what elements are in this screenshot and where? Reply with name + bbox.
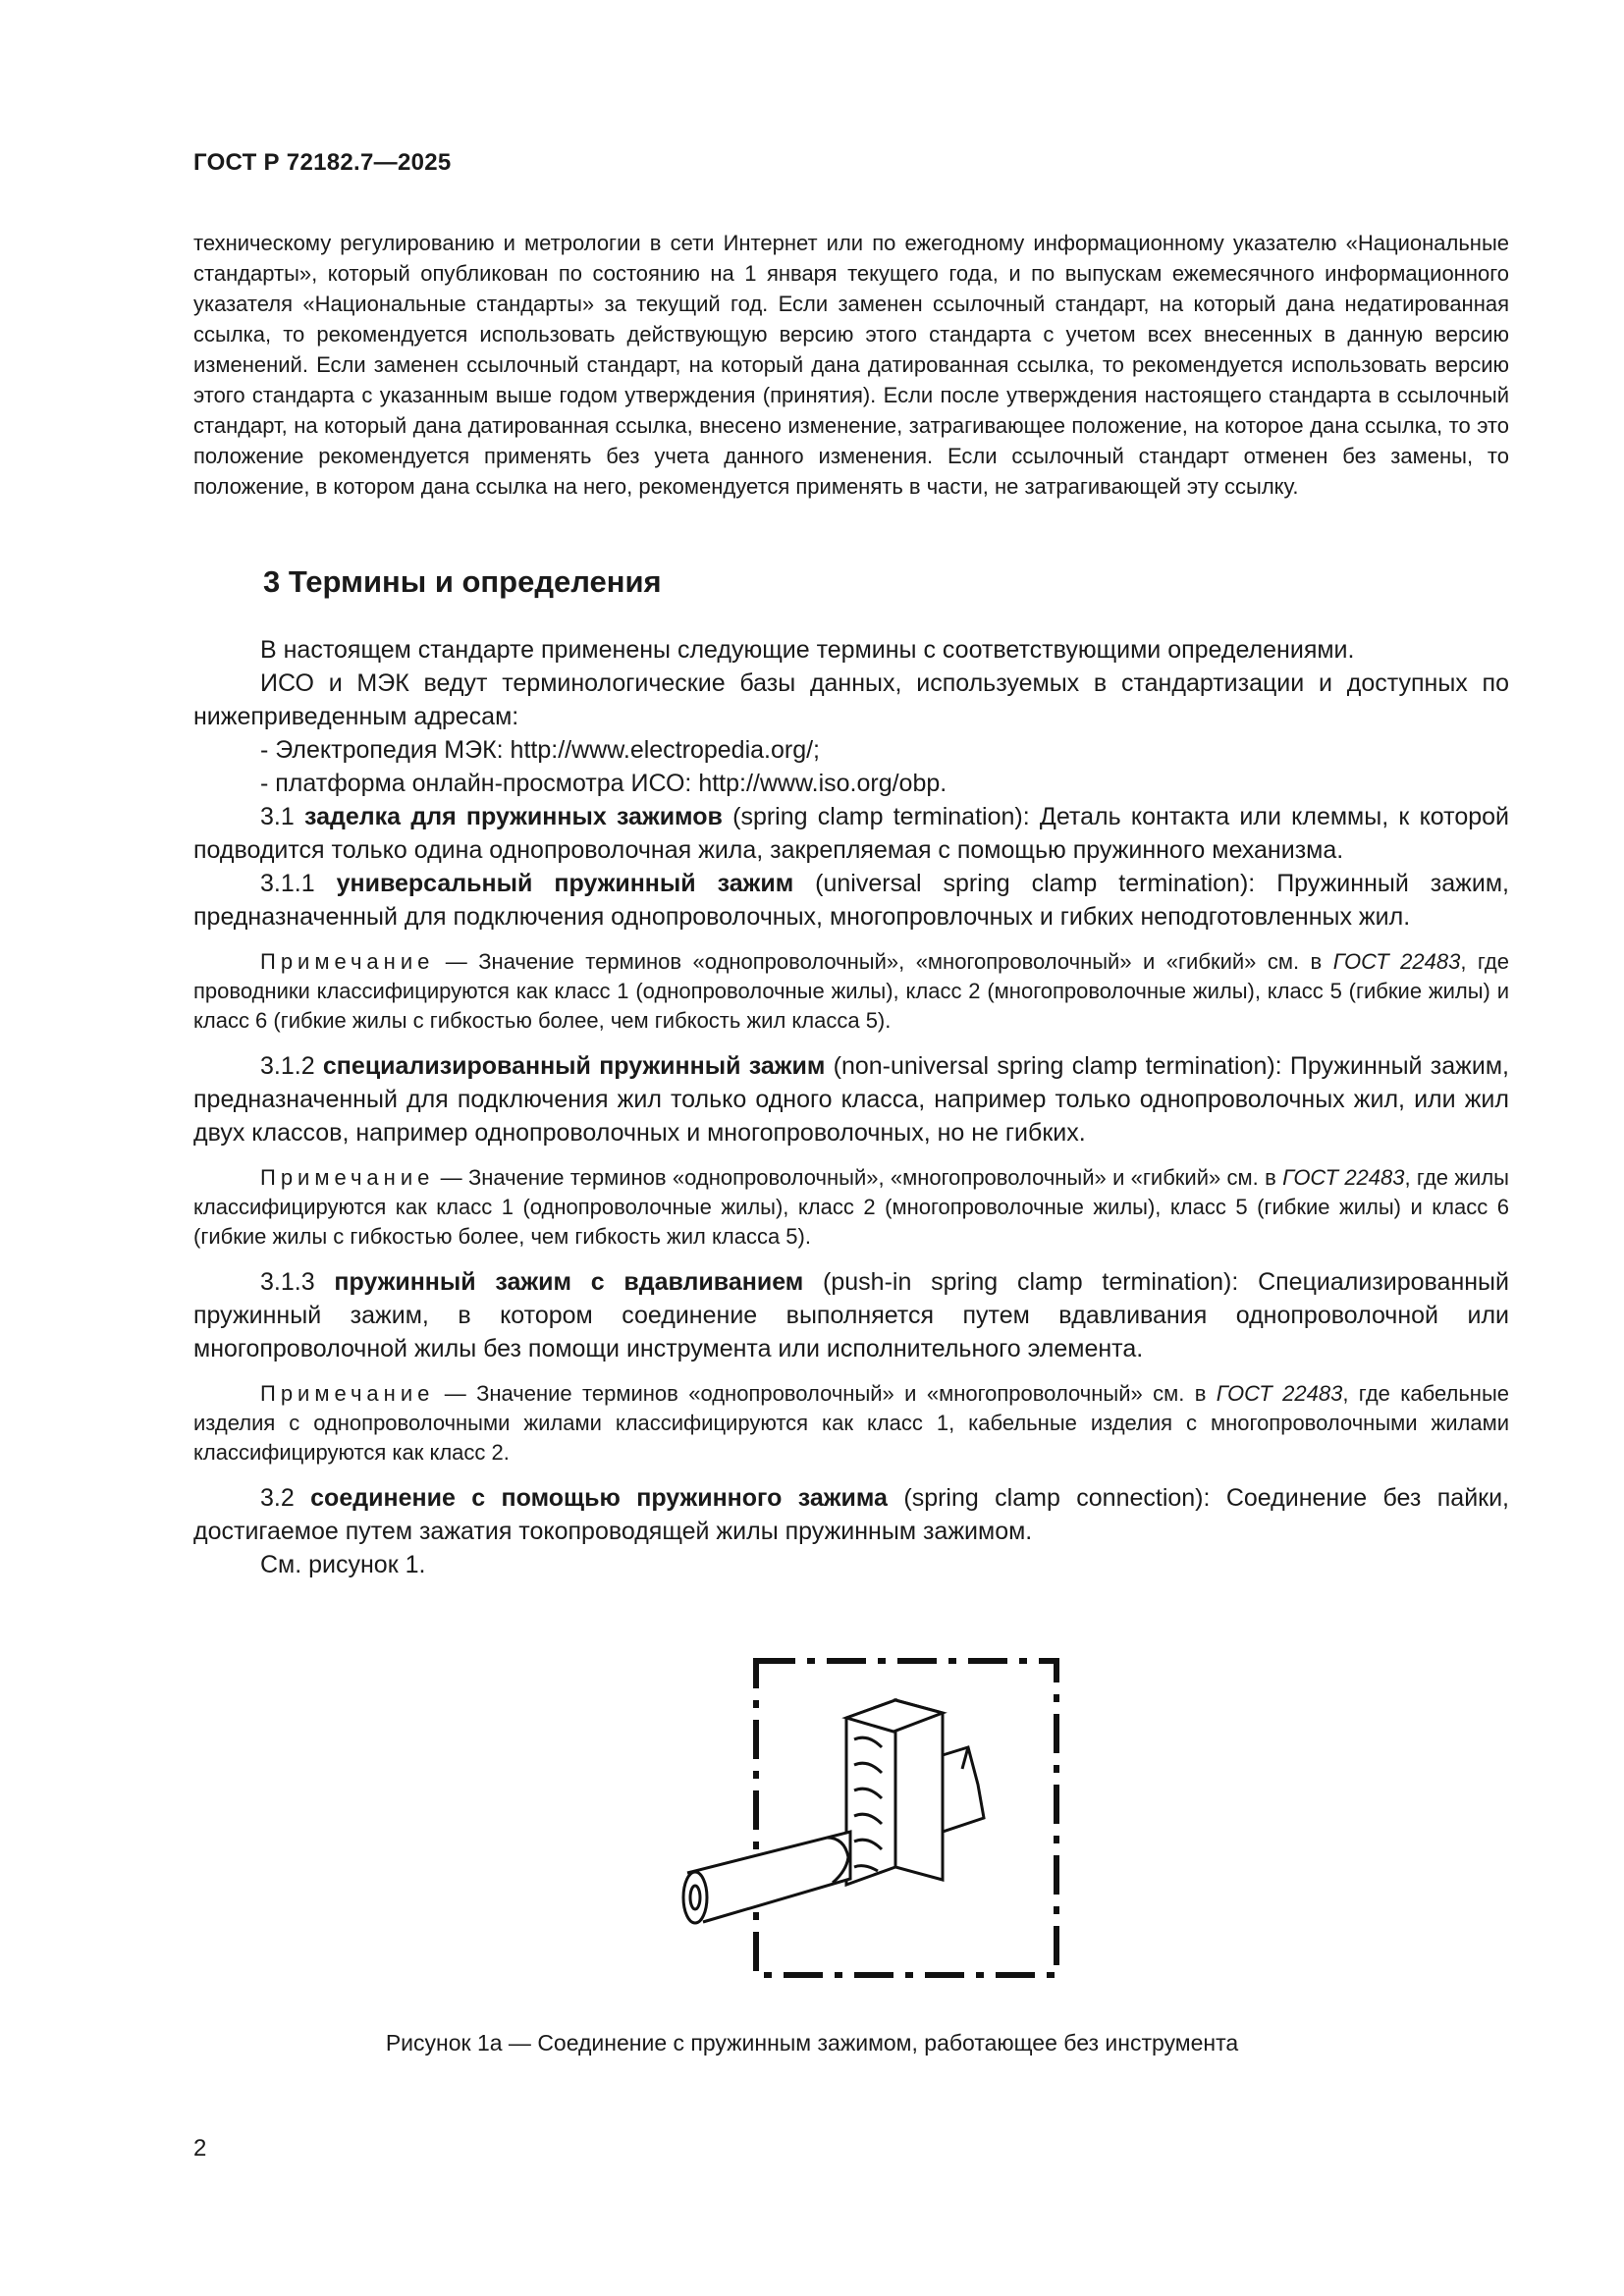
term-definition: (non-universal spring clamp termination): Пружинный зажим, предназначенный для подключения жил только одного класса, например только однопроволочных жил, или жил двух классов, например однопроволочных и многопроволочных, но не гибких.	[193, 1052, 1509, 1147]
figure-reference: См. рисунок 1.	[260, 1551, 426, 1578]
note-text: — Значение терминов «однопроволочный», «многопроволочный» и «гибкий» см. в	[434, 1165, 1283, 1190]
note-reference: ГОСТ 22483	[1282, 1165, 1405, 1190]
term-number: 3.1.1	[260, 870, 337, 897]
note-reference: ГОСТ 22483	[1332, 949, 1461, 974]
section-title: 3 Термины и определения	[263, 564, 662, 599]
paragraph-1: В настоящем стандарте применены следующие термины с соответствующими определениями.	[260, 636, 1355, 664]
note-label: Примечание	[260, 1165, 435, 1190]
term-name: соединение с помощью пружинного зажима	[310, 1484, 888, 1512]
term-number: 3.1.2	[260, 1052, 323, 1080]
term-number: 3.2	[260, 1484, 311, 1512]
note-text: , где кабельные изделия с однопроволочными жилами классифицируются как класс 1, кабельные изделия с многопроволочными жилами классифицируются как класс 2.	[193, 1381, 1509, 1465]
note-3	[193, 1379, 1509, 1468]
note-text: — Значение терминов «однопроволочный», «многопроволочный» и «гибкий» см. в	[434, 949, 1333, 974]
bullet-electropedia: - Электропедия МЭК: http://www.electropedia.org/;	[260, 736, 820, 764]
note-2	[193, 1163, 1509, 1252]
note-label: Примечание	[260, 949, 435, 974]
term-3-1	[193, 800, 1509, 867]
note-text: — Значение терминов «однопроволочный» и «многопроволочный» см. в	[434, 1381, 1217, 1406]
term-definition: (push-in spring clamp termination): Специализированный пружинный зажим, в котором соединение выполняется путем вдавливания однопроволочной или многопроволочной жилы без помощи инструмента или исполнительного элемента.	[193, 1268, 1509, 1362]
term-definition: (universal spring clamp termination): Пружинный зажим, предназначенный для подключения однопроволочных, многопровлочных и гибких неподготовленных жил.	[193, 870, 1509, 931]
intro-block	[193, 228, 1509, 502]
note-text: , где жилы классифицируются как класс 1 (однопроволочные жилы), класс 2 (многопроволочные жилы), класс 5 (гибкие жилы) и класс 6 (гибкие жилы с гибкостью более, чем гибкость жил класса 5).	[193, 1165, 1509, 1249]
term-3-1-2	[193, 1049, 1509, 1149]
page-number: 2	[193, 2135, 207, 2162]
term-name: пружинный зажим с вдавливанием	[334, 1268, 804, 1296]
note-label: Примечание	[260, 1381, 435, 1406]
spring-clamp-illustration	[619, 1639, 1070, 1993]
note-text: , где проводники классифицируются как класс 1 (однопроволочные жилы), класс 2 (многопроволочные жилы), класс 5 (гибкие жилы) и класс 6 (гибкие жилы с гибкостью более, чем гибкость жил класса 5).	[193, 949, 1509, 1033]
term-number: 3.1.3	[260, 1268, 335, 1296]
document-header: ГОСТ Р 72182.7—2025	[193, 149, 452, 176]
note-reference: ГОСТ 22483	[1216, 1381, 1343, 1406]
term-name: специализированный пружинный зажим	[322, 1052, 826, 1080]
bullet-iso-obp: - платформа онлайн-просмотра ИСО: http://www.iso.org/obp.	[260, 770, 947, 797]
term-3-1-1	[193, 867, 1509, 934]
intro-paragraph: техническому регулированию и метрологии в сети Интернет или по ежегодному информационному указателю «Национальные стандарты», который опубликован по состоянию на 1 января текущего года, и по выпускам ежемесячного информационного указателя «Национальные стандарты» за текущий год. Если заменен ссылочный стандарт, на который дана недатированная ссылка, то рекомендуется использовать действующую версию этого стандарта с учетом всех внесенных в данную версию изменений. Если заменен ссылочный стандарт, на который дана датированная ссылка, то рекомендуется использовать версию этого стандарта с указанным выше годом утверждения (принятия). Если после утверждения настоящего стандарта в ссылочный стандарт, на который дана датированная ссылка, внесено изменение, затрагивающее положение, на которое дана ссылка, то это положение рекомендуется применять без учета данного изменения. Если ссылочный стандарт отменен без замены, то положение, в котором дана ссылка на него, рекомендуется применять в части, не затрагивающей эту ссылку.	[193, 231, 1509, 499]
term-name: заделка для пружинных зажимов	[304, 803, 723, 830]
note-1	[193, 947, 1509, 1036]
section-body	[193, 633, 1509, 1581]
term-definition: (spring clamp termination): Деталь контакта или клеммы, к которой подводится только одина однопроволочная жила, закрепляемая с помощью пружинного механизма.	[193, 803, 1510, 864]
figure-spring-clamp	[619, 1639, 1070, 1993]
paragraph-2: ИСО и МЭК ведут терминологические базы данных, используемых в стандартизации и доступных по нижеприведенным адресам:	[193, 669, 1509, 730]
term-3-2	[193, 1481, 1509, 1548]
term-3-1-3	[193, 1265, 1509, 1365]
term-definition: (spring clamp connection): Соединение без пайки, достигаемое путем зажатия токопроводящей жилы пружинным зажимом.	[193, 1484, 1510, 1545]
term-name: универсальный пружинный зажим	[336, 870, 794, 897]
term-number: 3.1	[260, 803, 305, 830]
figure-caption: Рисунок 1а — Соединение с пружинным зажимом, работающее без инструмента	[385, 2030, 1239, 2056]
